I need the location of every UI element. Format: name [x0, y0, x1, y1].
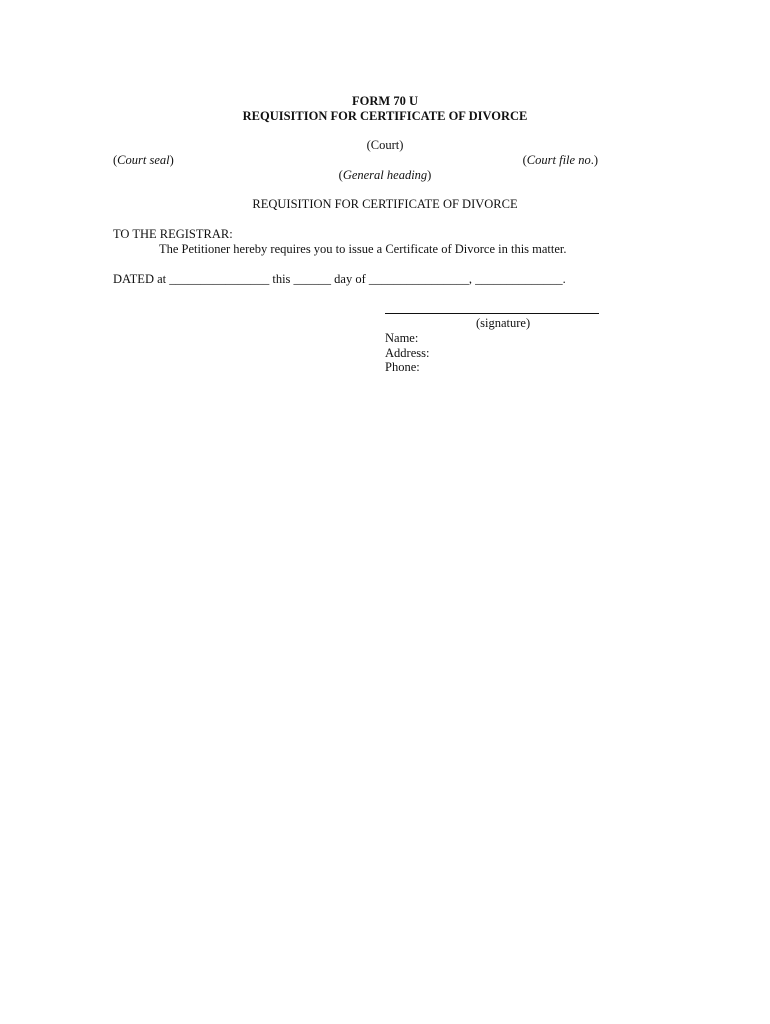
addressee: TO THE REGISTRAR:	[113, 227, 233, 241]
form-title: REQUISITION FOR CERTIFICATE OF DIVORCE	[242, 109, 528, 123]
court-seal-close: )	[169, 153, 174, 167]
document-subtitle: REQUISITION FOR CERTIFICATE OF DIVORCE	[252, 197, 518, 211]
court-placeholder: (Court)	[366, 138, 404, 152]
general-heading-placeholder	[0, 168, 770, 183]
file-no-open: (	[522, 153, 527, 167]
form-number: FORM 70 U	[352, 94, 418, 108]
dated-line: DATED at ________________ this ______ day of ________________, ______________.	[113, 272, 566, 286]
general-text: General heading	[342, 168, 428, 182]
signature-line	[385, 313, 599, 314]
court-seal-placeholder	[113, 153, 174, 168]
file-no-close: .)	[590, 153, 598, 167]
file-no-text: Court file no	[526, 153, 591, 167]
general-open: (	[338, 168, 343, 182]
court-seal-text: Court seal	[117, 153, 170, 167]
court-seal-open: (	[113, 153, 118, 167]
phone-label: Phone:	[385, 360, 420, 374]
signature-label: (signature)	[476, 316, 531, 330]
requisition-statement: The Petitioner hereby requires you to issue a Certificate of Divorce in this matter.	[159, 242, 567, 256]
name-label: Name:	[385, 331, 419, 345]
general-close: )	[427, 168, 432, 182]
address-label: Address:	[385, 346, 430, 360]
court-file-no-placeholder	[523, 153, 598, 168]
